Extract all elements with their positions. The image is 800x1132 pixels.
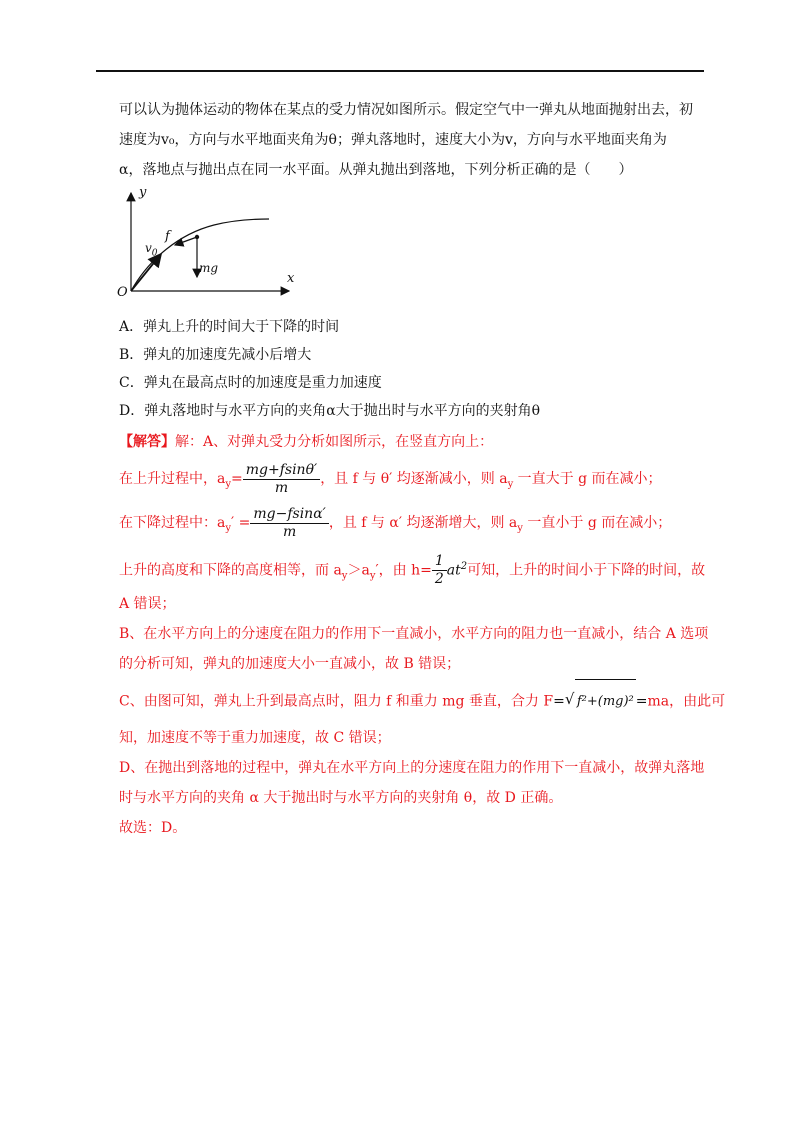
origin-label: O [117,285,128,300]
answer-c-line-2: 知，加速度不等于重力加速度，故 C 错误； [119,730,391,746]
v0-label: $v_0$ [145,241,158,259]
mg-label: mg [199,261,219,275]
v0-arrow [131,254,161,291]
answer-section [119,427,726,843]
f-label: f [165,229,170,244]
answer-b-line-2: 的分析可知，弹丸的加速度大小一直减小，故 B 错误； [119,656,461,672]
x-axis-label: x [287,271,295,286]
header-rule [96,70,704,72]
answer-a-wrong: A 错误； [119,596,176,612]
question-line-1: 可以认为抛体运动的物体在某点的受力情况如图所示。假定空气中一弹丸从地面抛射出去，初 [119,102,693,118]
answer-height-line: 上升的高度和下降的高度相等，而 $a_y>a_y'$，由 h= $\frac{1}{2}$ $at^2$可知，上升的时间小于下降的时间，故 [119,553,706,588]
answer-up-line: 在上升过程中，$a_y=$ $\frac{mg+fsin\theta'}{m}$ ，且 f 与 θ′ 均逐渐减小，则 $a_y$ 一直大于 g 而在减小； [119,461,662,496]
document-body [117,95,726,843]
option-b: B．弹丸的加速度先减小后增大 [119,347,312,363]
question-line-2: 速度为v₀，方向与水平地面夹角为θ；弹丸落地时，速度大小为v，方向与水平地面夹角为 [119,132,667,148]
option-c: C．弹丸在最高点时的加速度是重力加速度 [119,375,382,391]
answer-d-line-1: D、在抛出到落地的过程中，弹丸在水平方向上的分速度在阻力的作用下一直减小，故弹丸落地 [119,760,705,776]
option-d: D．弹丸落地时与水平方向的夹角α大于抛出时与水平方向的夹射角θ [119,403,541,419]
y-axis-label: y [139,185,147,200]
answer-b-line-1: B、在水平方向上的分速度在阻力的作用下一直减小，水平方向的阻力也一直减小，结合 A 选项 [119,626,709,642]
answer-down-line: 在下降过程中：$a_y'$ = $\frac{mg-fsin\alpha'}{m}$ ，且 f 与 α′ 均逐渐增大，则 $a_y$ 一直小于 g 而在减小； [119,505,672,540]
sqrt-formula: √ f²+(mg)² [565,679,636,724]
down-fraction: $\frac{mg-fsin\alpha'}{m}$ [250,506,328,541]
half-fraction: $\frac{1}{2}$ [432,553,447,588]
question-line-3: α，落地点与抛出点在同一水平面。从弹丸抛出到落地，下列分析正确的是（ ） [119,162,633,178]
up-fraction: $\frac{mg+fsin\theta'}{m}$ [243,462,320,497]
answer-tag: 【解答】 [119,434,175,450]
answer-d-line-2: 时与水平方向的夹角 α 大于抛出时与水平方向的夹射角 θ，故 D 正确。 [119,790,563,806]
answer-intro: 【解答】解：A、对弹丸受力分析如图所示，在竖直方向上： [119,434,494,450]
answer-c-line-1: C、由图可知，弹丸上升到最高点时，阻力 f 和重力 mg 垂直，合力 F= √ f²+(mg)² =ma，由此可 [119,679,709,723]
answer-final: 故选：D。 [119,820,187,836]
option-a: A．弹丸上升的时间大于下降的时间 [119,319,340,335]
force-diagram [117,185,299,301]
